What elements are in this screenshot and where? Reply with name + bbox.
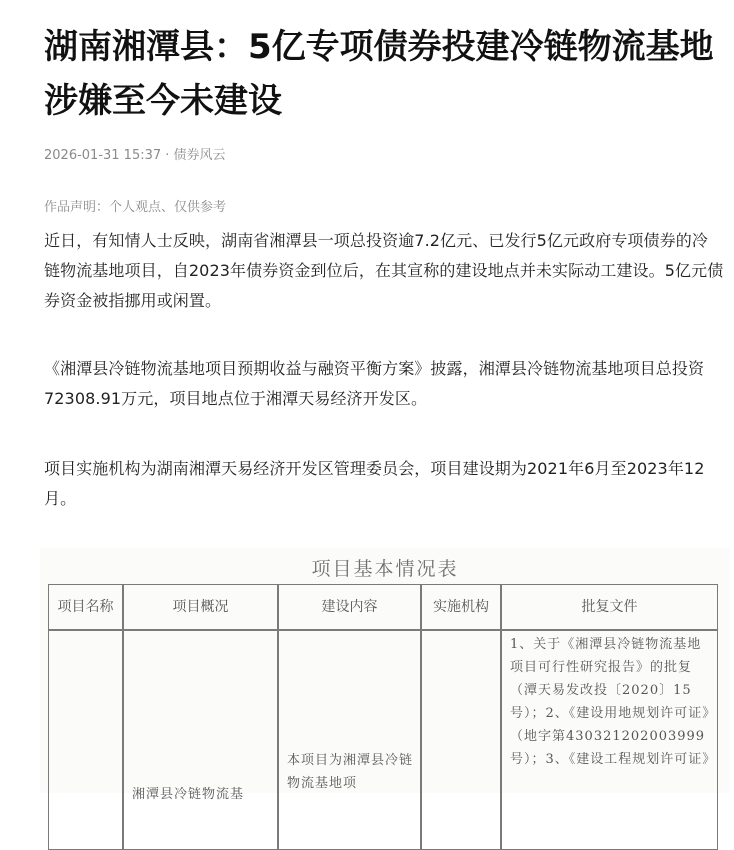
- article-title: 湖南湘潭县：5亿专项债券投建冷链物流基地 涉嫌至今未建设: [44, 27, 714, 121]
- body-cell-approval: [501, 630, 718, 850]
- paragraph-1: 近日，有知情人士反映，湖南省湘潭县一项总投资逾7.2亿元、已发行5亿元政府专项债券的冷链物流基地项目，自2023年债券资金到位后，在其宣称的建设地点并未实际动工建设。5亿元债券资金被指挪用或闲置。: [44, 231, 724, 310]
- scanned-table-image: [40, 548, 730, 802]
- body-cell-project-name: [48, 630, 123, 850]
- header-cell-overview: 项目概况: [123, 584, 278, 630]
- scan-table-title: 项目基本情况表: [311, 558, 459, 580]
- content-text: 本项目为湘潭县冷链物流基地项: [287, 753, 414, 791]
- header-cell-agency: 实施机构: [421, 584, 501, 630]
- disclaimer: 作品声明：个人观点、仅供参考: [44, 200, 227, 215]
- header-cell-approval: 批复文件: [501, 584, 718, 630]
- article-meta: 2026-01-31 15:37 · 债券风云: [44, 148, 226, 163]
- body-cell-overview: [123, 630, 278, 850]
- header-cell-project-name: 项目名称: [48, 584, 123, 630]
- body-cell-content: [278, 630, 421, 850]
- body-cell-agency: [421, 630, 501, 850]
- approval-text: 1、关于《湘潭县冷链物流基地项目可行性研究报告》的批复（潭天易发改投〔2020〕15号）；2、《建设用地规划许可证》（地字第430321202003999号）；3、《建设工程规划许可证》: [510, 637, 717, 767]
- paragraph-3: 项目实施机构为湖南湘潭天易经济开发区管理委员会，项目建设期为2021年6月至2023年12月。: [44, 459, 705, 508]
- paragraph-2: 《湘潭县冷链物流基地项目预期收益与融资平衡方案》披露，湘潭县冷链物流基地项目总投资72308.91万元，项目地点位于湘潭天易经济开发区。: [44, 359, 705, 408]
- header-cell-content: 建设内容: [278, 584, 421, 630]
- overview-text: 湘潭县冷链物流基: [132, 787, 245, 802]
